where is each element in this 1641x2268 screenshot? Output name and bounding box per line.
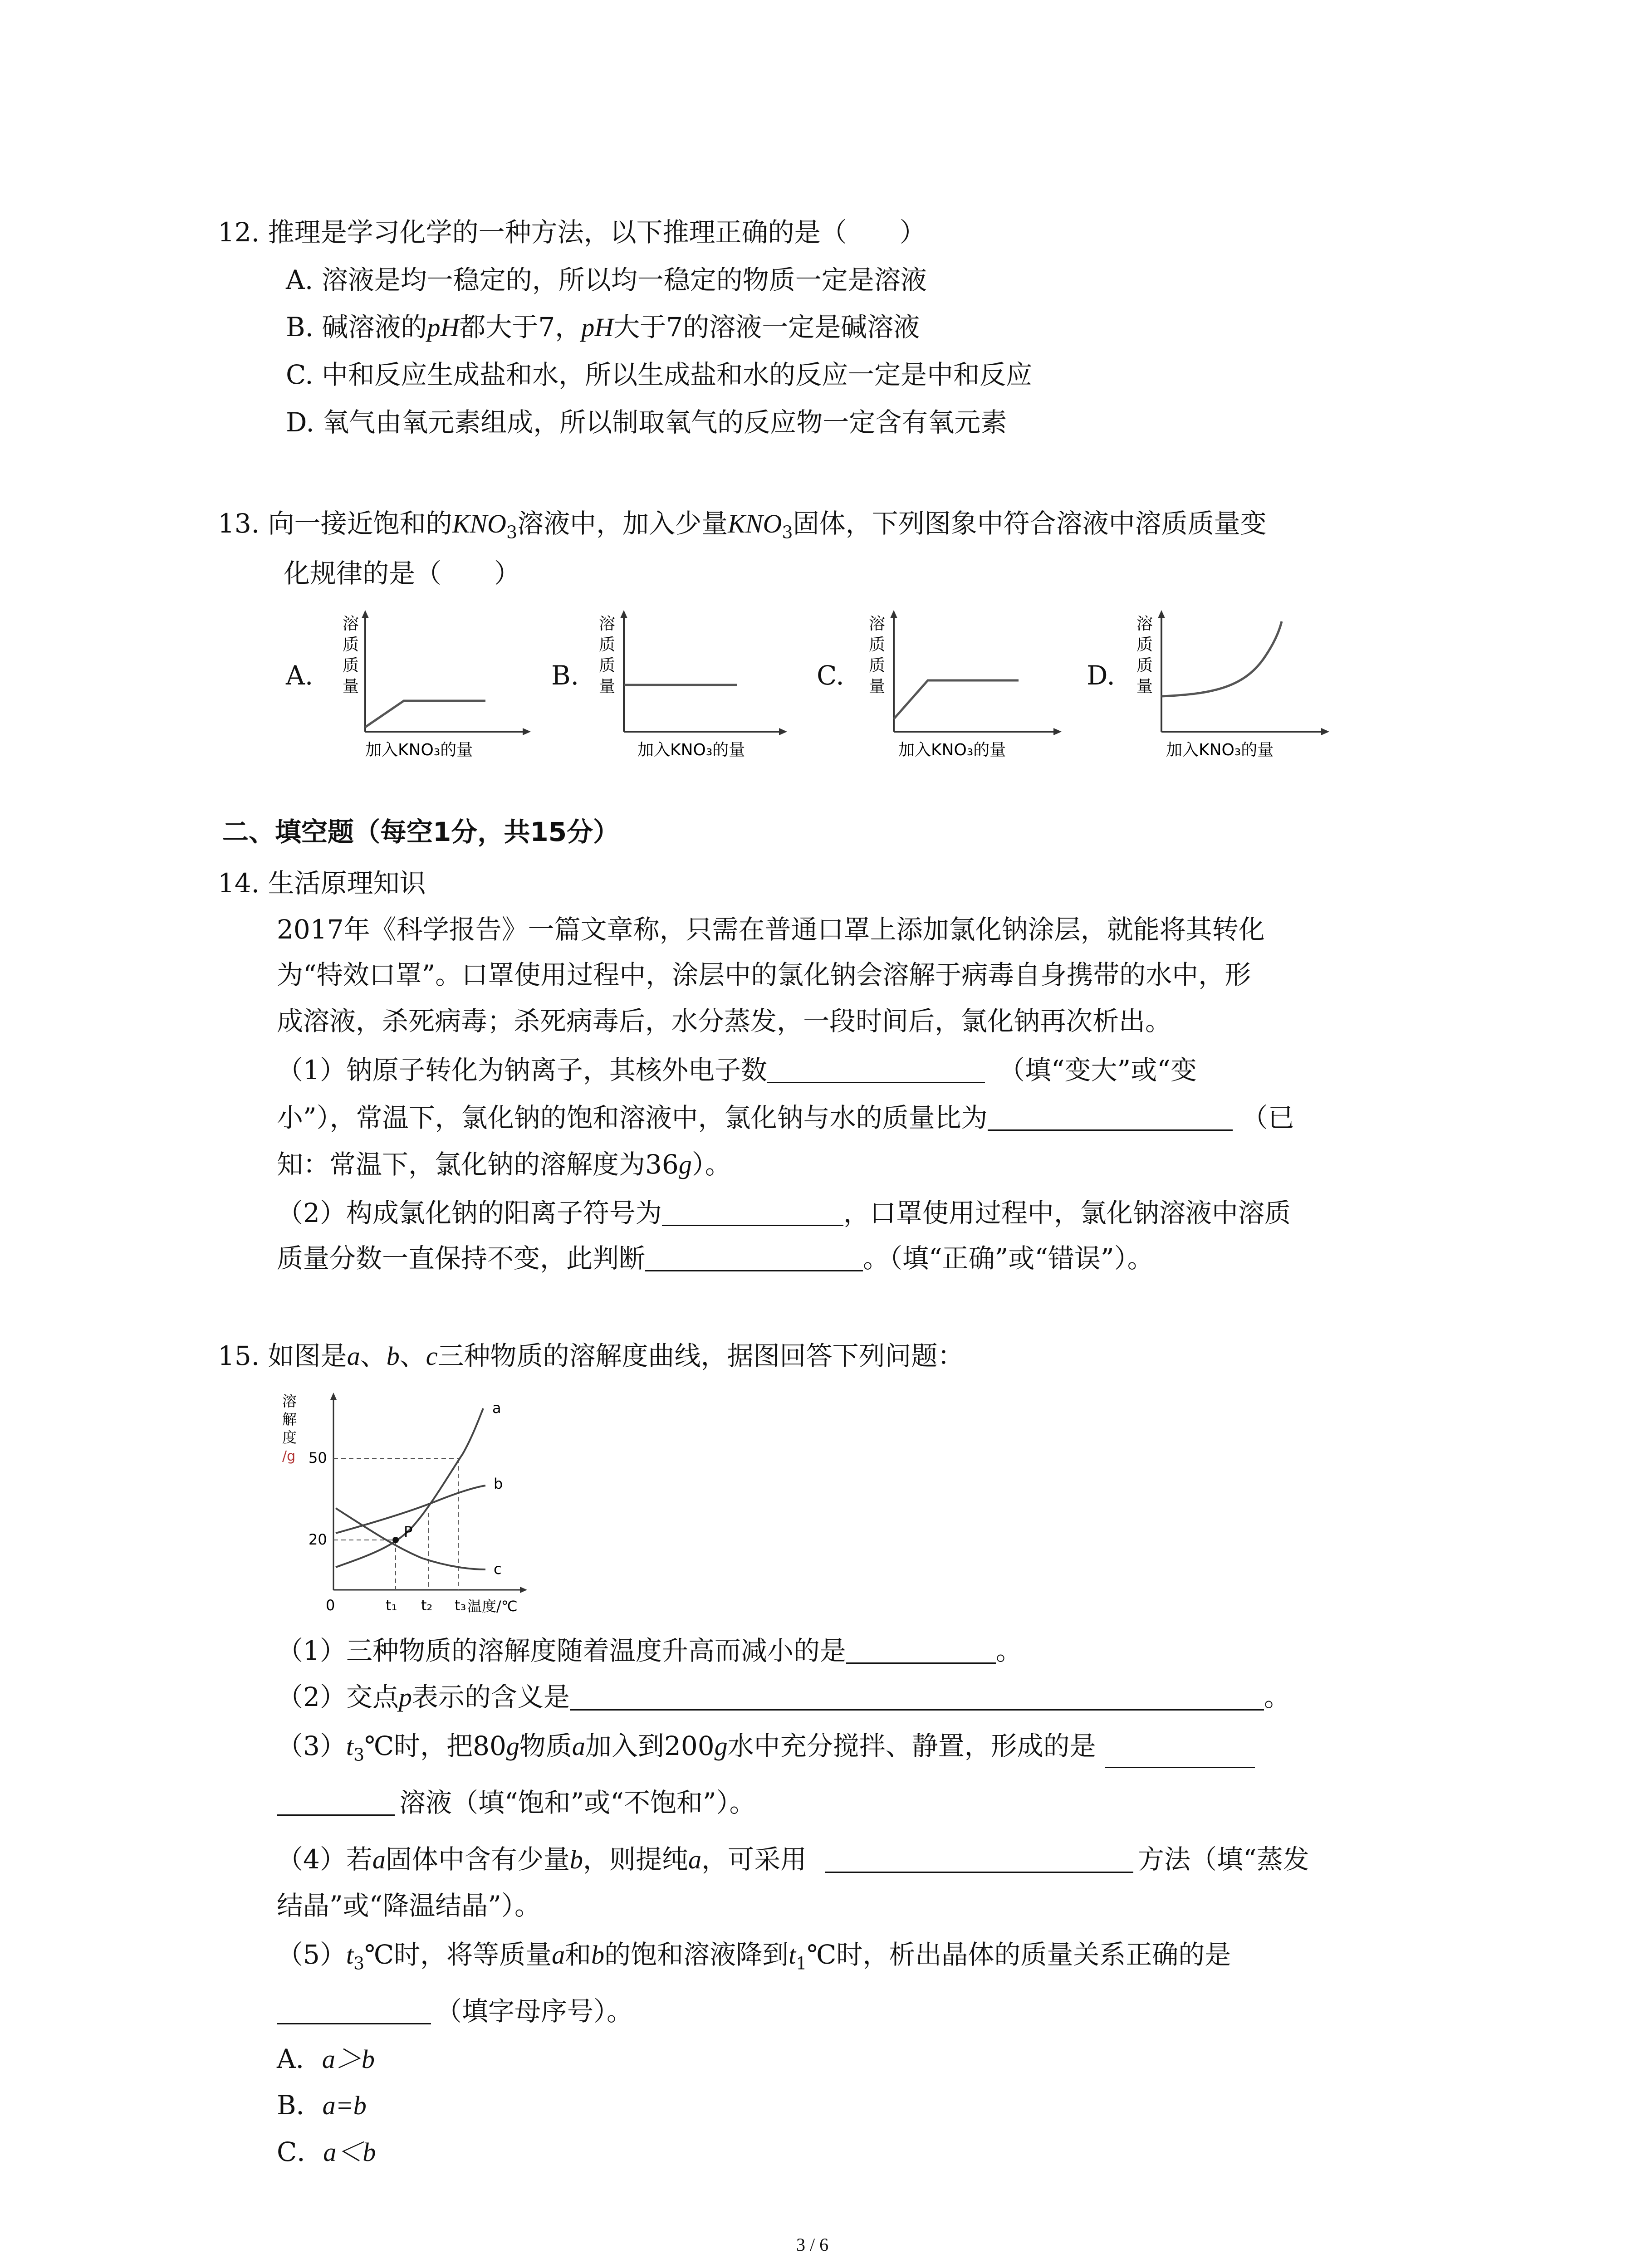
q15-option-c: C．a＜b [277,2136,376,2167]
svg-text:量: 量 [343,677,359,696]
q13-option-b-letter: B. [551,660,579,691]
svg-text:量: 量 [869,677,886,696]
svg-text:t₃: t₃ [455,1597,466,1614]
q15-solubility-graph [277,1383,531,1619]
q14-passage-line3: 成溶液，杀死病毒；杀死病毒后，水分蒸发，一段时间后，氯化钠再次析出。 [277,1006,1172,1036]
q15-option-b: B．a=b [277,2090,367,2121]
answer-blank[interactable] [645,1246,863,1271]
svg-text:度: 度 [282,1429,297,1446]
q15-sub5-line2: （填字母序号）。 [277,1998,633,2024]
q15-sub3-line1: $(3)t_3℃$时，把80g物质a加入到200g水中充分搅拌、静置，形成的是 [277,1733,1255,1768]
q12-option-a: A. 溶液是均一稳定的，所以均一稳定的物质一定是溶液 [286,264,927,295]
answer-blank[interactable] [988,1105,1233,1131]
svg-text:溶: 溶 [869,615,886,633]
answer-blank[interactable] [1105,1742,1255,1768]
q14-sub1-line1: （1）钠原子转化为钠离子，其核外电子数 （填“变大”或“变 [277,1055,1197,1085]
svg-text:溶: 溶 [1136,615,1153,633]
svg-text:质: 质 [1136,635,1153,654]
svg-text:质: 质 [599,635,616,654]
svg-text:t₁: t₁ [386,1597,397,1614]
answer-blank[interactable] [570,1685,1264,1711]
svg-text:质: 质 [343,635,359,654]
q13-graph-b [585,610,794,760]
q15-sub4-line2: 结晶”或“降温结晶”）。 [277,1890,541,1921]
answer-blank[interactable] [767,1057,985,1083]
q15-sub2: （2）交点p表示的含义是 。 [277,1681,1290,1712]
q13-option-d-letter: D. [1087,660,1115,691]
section-title: 二、填空题（每空1分，共15分） [222,816,620,847]
q12-option-c: C. 中和反应生成盐和水，所以生成盐和水的反应一定是中和反应 [286,359,1033,390]
svg-text:量: 量 [1136,677,1153,696]
svg-text:解: 解 [282,1411,297,1428]
svg-text:加入KNO₃的量: 加入KNO₃的量 [637,741,745,759]
q14-sub1-line3: 知：常温下，氯化钠的溶解度为36g）。 [277,1149,731,1180]
svg-text:/g: /g [282,1448,296,1464]
svg-text:质: 质 [343,656,359,675]
q15-stem: 15. 如图是a、b、c三种物质的溶解度曲线，据图回答下列问题： [218,1340,964,1371]
svg-text:b: b [494,1475,503,1492]
svg-text:c: c [494,1560,502,1578]
q14-passage-line1: 2017年《科学报告》一篇文章称，只需在普通口罩上添加氯化钠涂层，就能将其转化 [277,914,1265,945]
q13-option-a-letter: A. [286,660,314,691]
q14-passage-line2: 为“特效口罩”。口罩使用过程中，涂层中的氯化钠会溶解于病毒自身携带的水中，形 [277,959,1251,990]
svg-text:质: 质 [869,656,886,675]
svg-text:20: 20 [309,1531,327,1548]
answer-blank[interactable] [825,1847,1133,1873]
svg-text:温度/℃: 温度/℃ [467,1598,518,1615]
svg-text:质: 质 [599,656,616,675]
q15-option-a: A．a＞b [277,2043,375,2074]
q13-option-c-letter: C. [817,660,844,691]
q14-sub2-line1: （2）构成氯化钠的阳离子符号为 ，口罩使用过程中，氯化钠溶液中溶质 [277,1198,1291,1228]
q14-sub1-line2: 小”），常温下，氯化钠的饱和溶液中，氯化钠与水的质量比为 （已 [277,1102,1294,1133]
svg-text:t₂: t₂ [421,1597,433,1614]
q15-sub4-line1: （4）若a固体中含有少量b，则提纯a，可采用 方法（填“蒸发 [277,1844,1309,1875]
q15-sub1: （1）三种物质的溶解度随着温度升高而减小的是 。 [277,1635,1022,1666]
svg-text:加入KNO₃的量: 加入KNO₃的量 [365,741,473,759]
page-number: 3 / 6 [796,2234,829,2255]
q13-graph-d [1123,610,1332,760]
q15-sub5-line1: $(5)t_3℃$时，将等质量a和b的饱和溶液降到$t_1℃$时，析出晶体的质量关系正确的是 [277,1939,1231,1974]
svg-text:0: 0 [326,1597,335,1614]
svg-text:P: P [404,1523,413,1540]
q12-option-b: B. 碱溶液的pH都大于7，pH大于7的溶液一定是碱溶液 [286,312,920,342]
answer-blank[interactable] [277,1790,395,1816]
q12-stem: 12. 推理是学习化学的一种方法，以下推理正确的是（ ） [218,217,926,248]
svg-text:溶: 溶 [343,615,359,633]
q13-graph-c [855,610,1064,760]
answer-blank[interactable] [846,1638,996,1664]
svg-text:加入KNO₃的量: 加入KNO₃的量 [1166,741,1274,759]
q12-option-d: D. 氧气由氧元素组成，所以制取氧气的反应物一定含有氧元素 [286,407,1007,438]
q13-stem: 13. 向一接近饱和的$KNO_3$溶液中，加入少量$KNO_3$固体，下列图象中符合溶液中溶质质量变 [218,508,1267,543]
svg-text:50: 50 [309,1449,327,1466]
answer-blank[interactable] [277,1999,431,2024]
q14-sub2-line2: 质量分数一直保持不变，此判断 。（填“正确”或“错误”）。 [277,1243,1154,1274]
svg-text:溶: 溶 [282,1393,297,1410]
svg-text:质: 质 [869,635,886,654]
svg-text:a: a [492,1399,501,1417]
q14-title: 14. 生活原理知识 [218,868,426,899]
svg-text:质: 质 [1136,656,1153,675]
q13-stem-line2: 化规律的是（ ） [284,558,521,589]
q15-sub3-line2: 溶液（填“饱和”或“不饱和”）。 [277,1789,756,1816]
svg-text:量: 量 [599,677,616,696]
svg-text:溶: 溶 [599,615,616,633]
q13-graph-a [324,610,533,760]
answer-blank[interactable] [662,1200,843,1226]
svg-text:加入KNO₃的量: 加入KNO₃的量 [898,741,1006,759]
